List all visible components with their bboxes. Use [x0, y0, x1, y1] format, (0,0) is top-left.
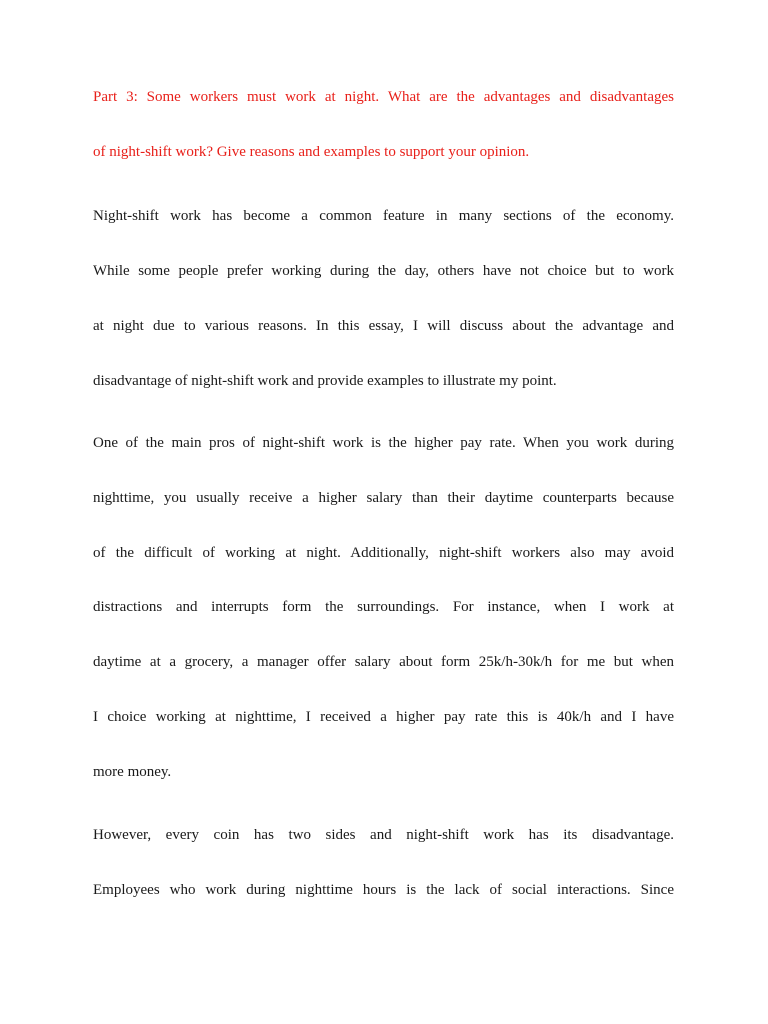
paragraph-line: Night-shift work has become a common feature in many sections of the economy. [93, 208, 674, 224]
paragraph-line: nighttime, you usually receive a higher salary than their daytime counterparts because [93, 490, 674, 506]
paragraph-line: daytime at a grocery, a manager offer salary about form 25k/h-30k/h for me but when [93, 654, 674, 670]
paragraph-line: Employees who work during nighttime hours is the lack of social interactions. Since [93, 882, 674, 898]
paragraph-line: disadvantage of night-shift work and provide examples to illustrate my point. [93, 373, 557, 389]
paragraph-line: However, every coin has two sides and night-shift work has its disadvantage. [93, 827, 674, 843]
paragraph-line: of the difficult of working at night. Additionally, night-shift workers also may avoid [93, 545, 674, 561]
prompt-line: Part 3: Some workers must work at night. What are the advantages and disadvantages [93, 89, 674, 105]
paragraph-line: at night due to various reasons. In this essay, I will discuss about the advantage and [93, 318, 674, 334]
prompt-line: of night-shift work? Give reasons and examples to support your opinion. [93, 144, 530, 160]
paragraph-line: more money. [93, 764, 172, 780]
paragraph-line: One of the main pros of night-shift work is the higher pay rate. When you work during [93, 435, 674, 451]
paragraph-line: I choice working at nighttime, I received a higher pay rate this is 40k/h and I have [93, 709, 674, 725]
paragraph-line: distractions and interrupts form the surroundings. For instance, when I work at [93, 599, 674, 615]
paragraph-line: While some people prefer working during the day, others have not choice but to work [93, 263, 674, 279]
